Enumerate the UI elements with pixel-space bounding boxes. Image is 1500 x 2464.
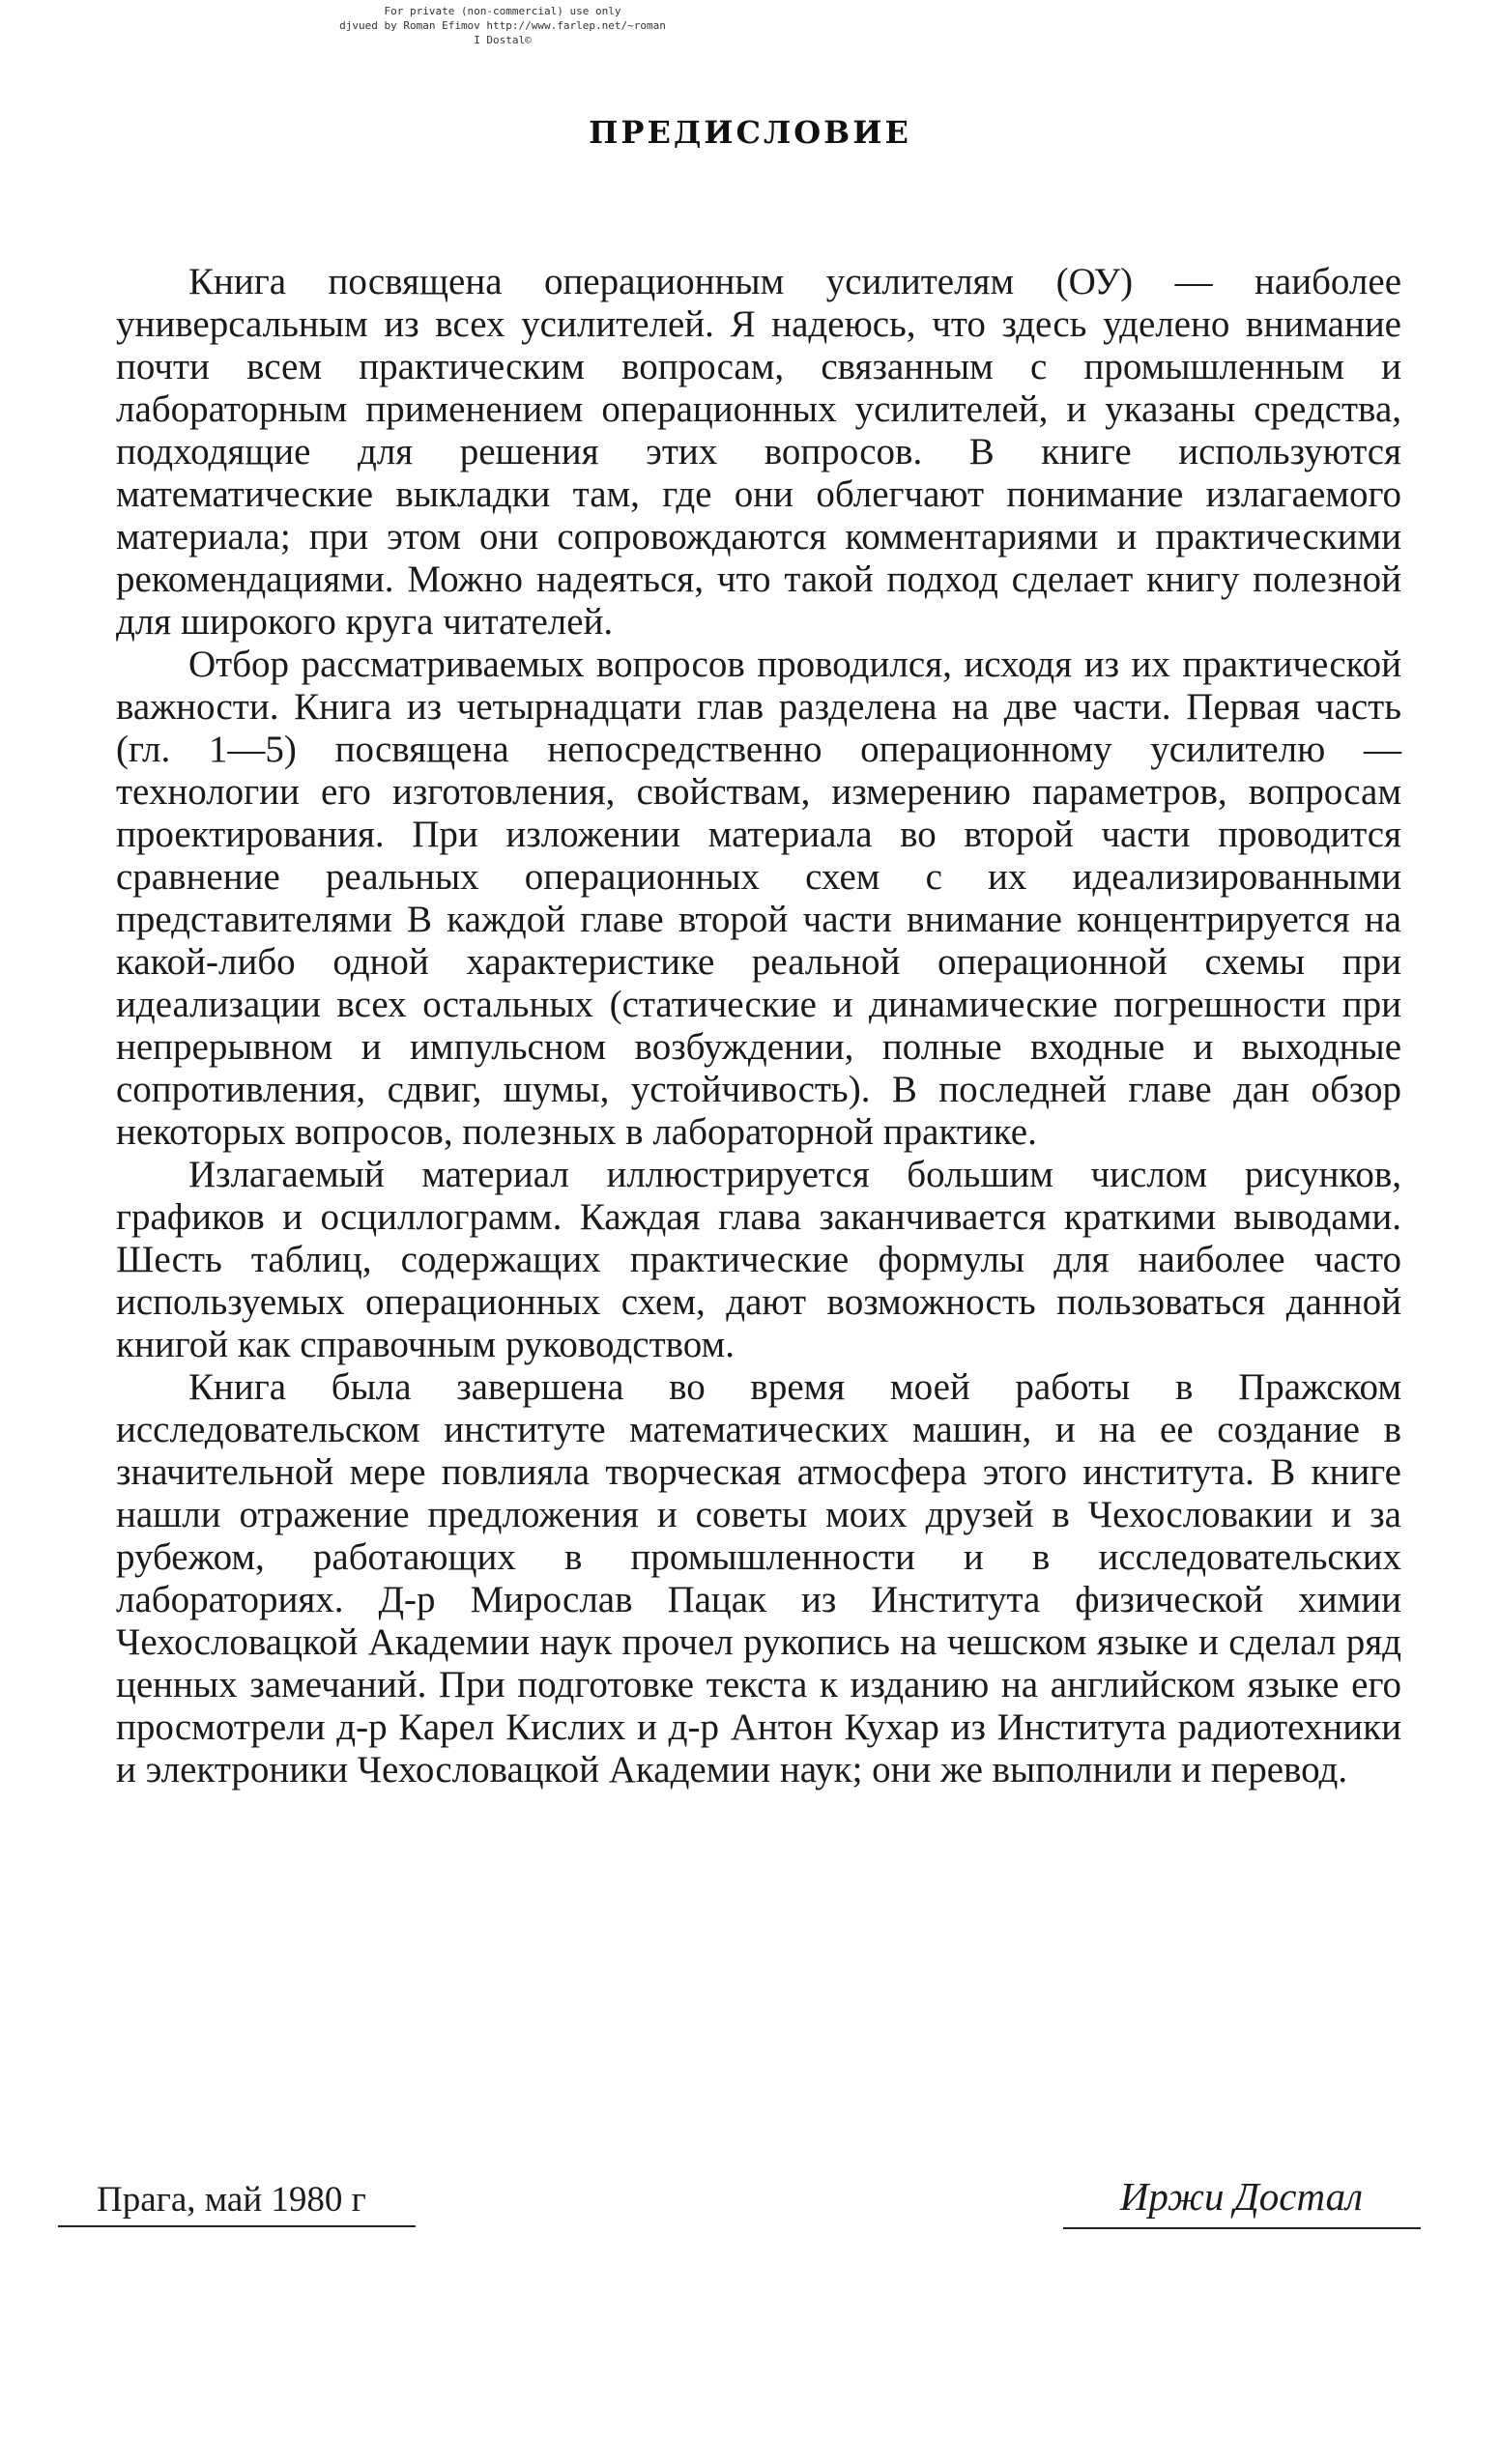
paragraph: Отбор рассматриваемых вопросов проводился, исходя из их практической важности. Книга из четырнадцати глав разделена на две части. Первая часть (гл. 1—5) посвящена непосредственно операционному усилителю — технологии его изготовления, свойствам, измерению параметров, вопросам проектирования. При изложении материала во второй части проводится сравнение реальных операционных схем с их идеализированными представителями В каждой главе второй части внимание концентрируется на какой-либо одной характеристике реальной операционной схемы при идеализации всех остальных (статические и динамические погрешности при непрерывном и импульсном возбуждении, полные входные и выходные сопротивления, сдвиг, шумы, устойчивость). В последней главе дан обзор некоторых вопросов, полезных в лабораторной практике. <box>116 644 1401 1153</box>
paragraph: Книга посвящена операционным усилителям (ОУ) — наиболее универсальным из всех усилителей. Я надеюсь, что здесь уделено внимание почти всем практическим вопросам, связанным с промышленным и лабораторным применением операционных усилителей, и указаны средства, подходящие для решения этих вопросов. В книге используются математические выкладки там, где они облегчают понимание излагаемого материала; при этом они сопровождаются комментариями и практическими рекомендациями. Можно надеяться, что такой подход сделает книгу полезной для широкого круга читателей. <box>116 261 1401 643</box>
preface-footer <box>58 2174 1421 2237</box>
footer-rule-left <box>58 2225 416 2227</box>
distribution-note <box>0 4 1005 47</box>
distribution-note-line: I Dostal© <box>474 34 532 46</box>
preface-body <box>116 261 1401 1791</box>
distribution-note-line: djvued by Roman Efimov http://www.farlep.net/~roman <box>339 19 666 32</box>
author-signature: Иржи Достал <box>1119 2174 1363 2219</box>
distribution-note-line: For private (non-commercial) use only <box>384 5 621 17</box>
place-date: Прага, май 1980 г <box>97 2180 366 2220</box>
footer-rule-right <box>1063 2227 1421 2229</box>
paragraph: Книга была завершена во время моей работы в Пражском исследовательском институте математических машин, и на ее создание в значительной мере повлияла творческая атмосфера этого института. В книге нашли отражение предложения и советы моих друзей в Чехословакии и за рубежом, работающих в промышленности и в исследовательских лабораториях. Д-р Мирослав Пацак из Института физической химии Чехословацкой Академии наук прочел рукопись на чешском языке и сделал ряд ценных замечаний. При подготовке текста к изданию на английском языке его просмотрели д-р Карел Кислих и д-р Антон Кухар из Института радиотехники и электроники Чехословацкой Академии наук; они же выполнили и перевод. <box>116 1366 1401 1791</box>
page-title: ПРЕДИСЛОВИЕ <box>589 114 911 151</box>
paragraph: Излагаемый материал иллюстрируется большим числом рисунков, графиков и осциллограмм. Каждая глава заканчивается краткими выводами. Шесть таблиц, содержащих практические формулы для наиболее часто используемых операционных схем, дают возможность пользоваться данной книгой как справочным руководством. <box>116 1154 1401 1365</box>
